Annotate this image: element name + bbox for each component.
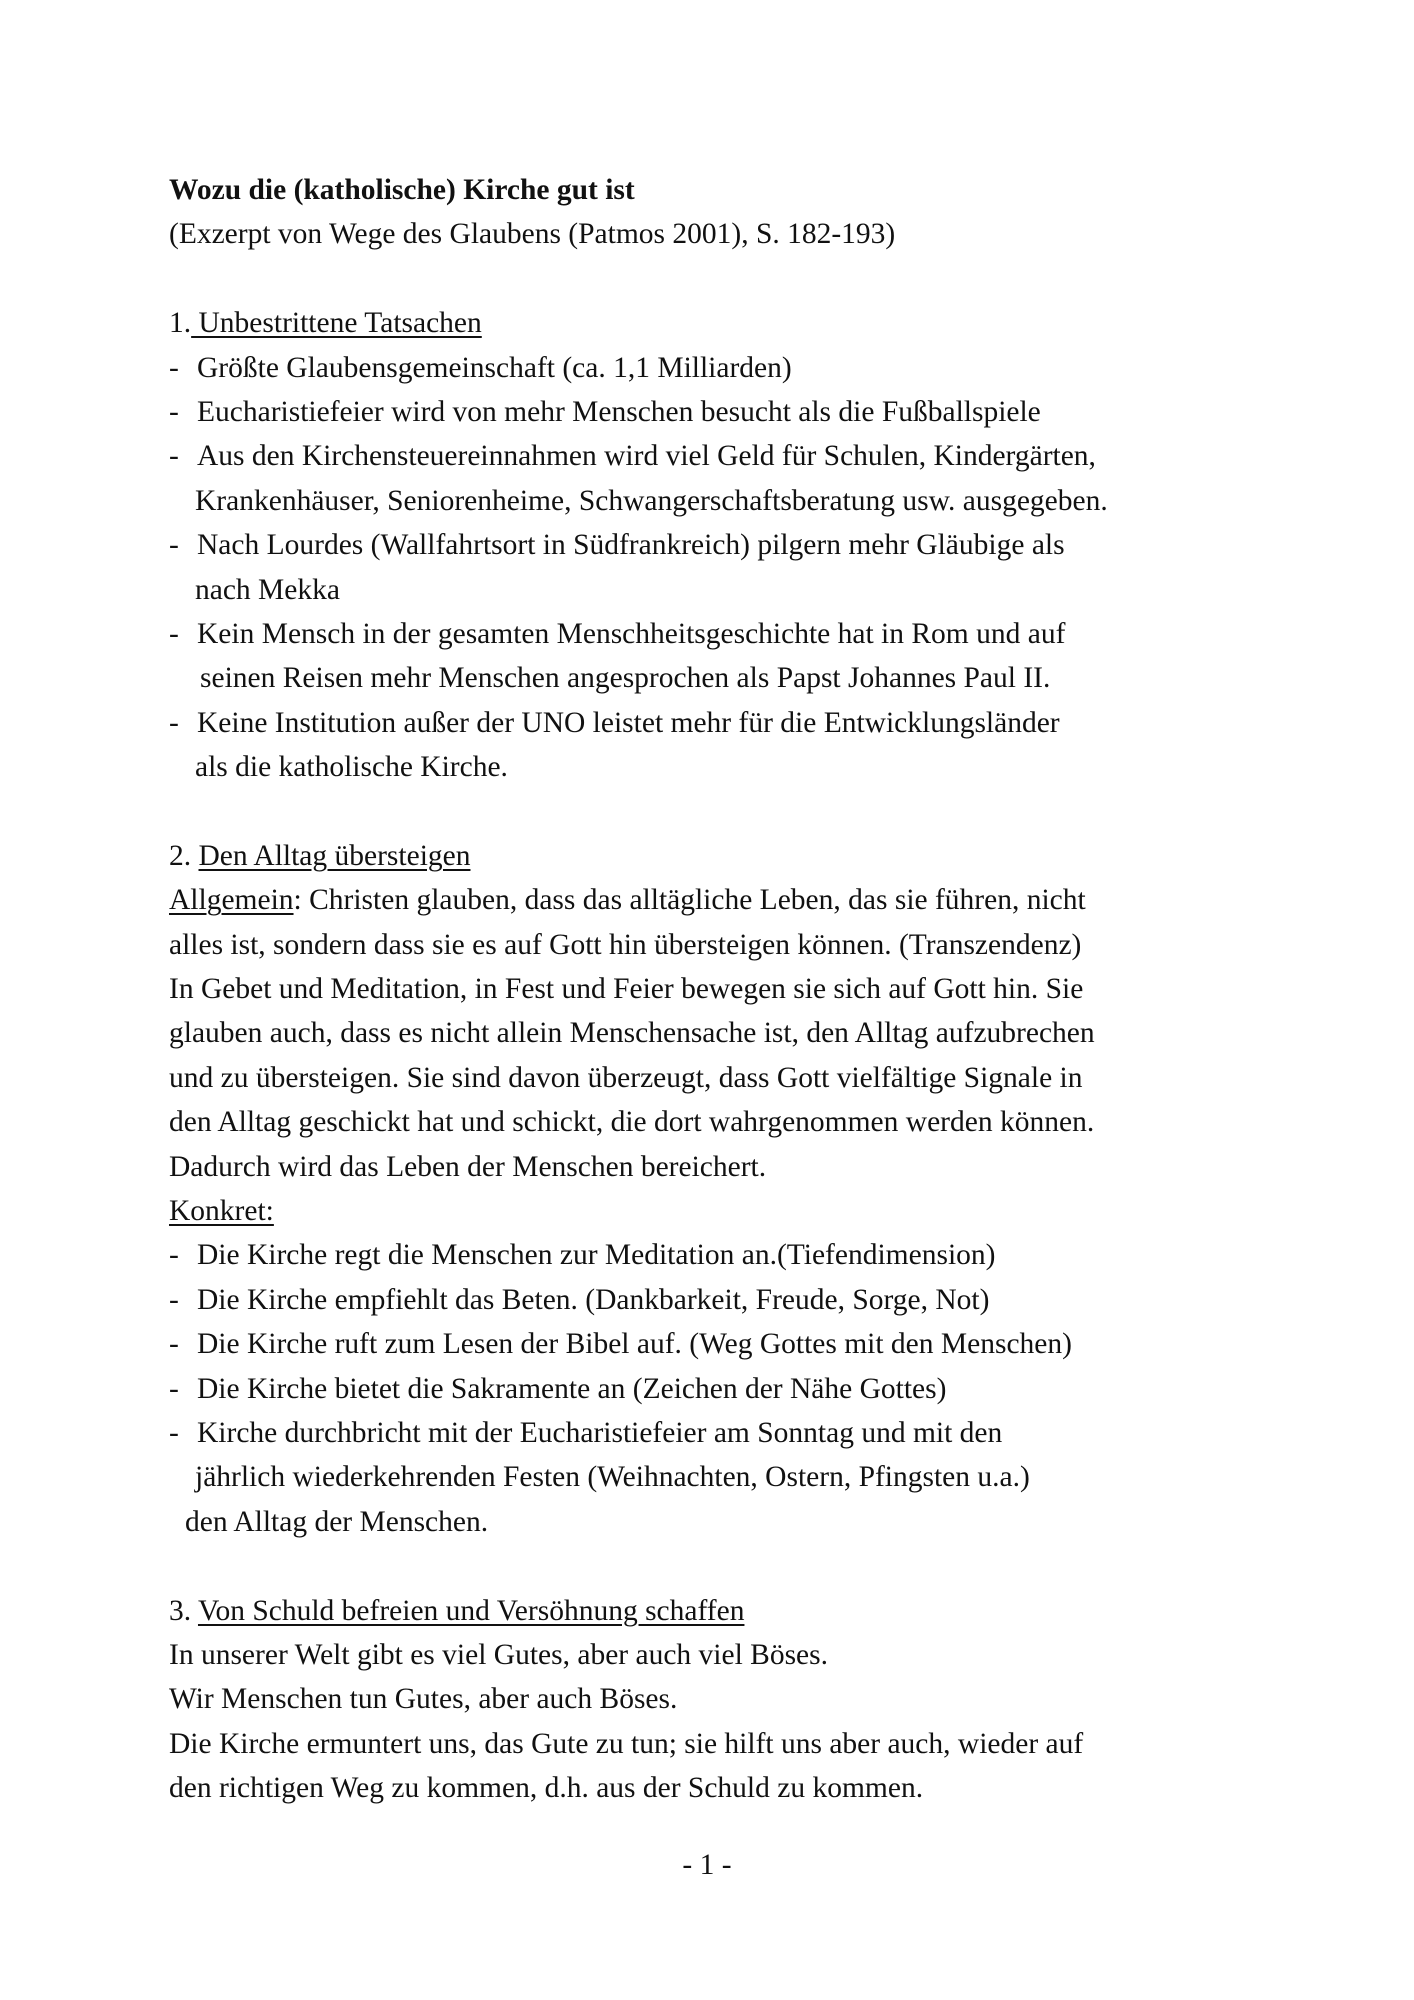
document-subtitle: (Exzerpt von Wege des Glaubens (Patmos 2001), S. 182-193) (169, 218, 896, 251)
list-item-text: Eucharistiefeier wird von mehr Menschen besucht als die Fußballspiele (197, 395, 1041, 428)
section-2-heading (169, 834, 1269, 878)
section-heading-text: Den Alltag übersteigen (198, 839, 471, 872)
page-number: - 1 - (682, 1849, 732, 1881)
paragraph-text: : Christen glauben, dass das alltägliche Leben, das sie führen, nicht (293, 884, 1086, 917)
list-item (169, 1411, 1269, 1455)
list-item-continuation: nach Mekka (195, 573, 340, 606)
spacer (169, 257, 1269, 301)
list-item-continuation: jährlich wiederkehrenden Festen (Weihnachten, Ostern, Pfingsten u.a.) (195, 1461, 1030, 1494)
paragraph-line: den richtigen Weg zu kommen, d.h. aus der Schuld zu kommen. (169, 1772, 924, 1805)
general-label: Allgemein (169, 884, 294, 917)
paragraph-line: Die Kirche ermuntert uns, das Gute zu tun; sie hilft uns aber auch, wieder auf (169, 1727, 1084, 1760)
bullet-dash: - (169, 395, 179, 428)
document-title: Wozu die (katholische) Kirche gut ist (169, 174, 635, 206)
list-item-text: Die Kirche bietet die Sakramente an (Zeichen der Nähe Gottes) (197, 1372, 947, 1405)
list-item (169, 434, 1269, 478)
list-item (169, 612, 1269, 656)
bullet-dash: - (169, 1372, 179, 1405)
list-item-text: Kein Mensch in der gesamten Menschheitsgeschichte hat in Rom und auf (197, 617, 1066, 650)
list-item (169, 1233, 1269, 1277)
section-heading-text: Von Schuld befreien und Versöhnung schaffen (197, 1594, 745, 1627)
paragraph-line: alles ist, sondern dass sie es auf Gott hin übersteigen können. (Transzendenz) (169, 928, 1082, 961)
bullet-dash: - (169, 1239, 179, 1272)
paragraph-line: und zu übersteigen. Sie sind davon überzeugt, dass Gott vielfältige Signale in (169, 1061, 1083, 1094)
bullet-dash: - (169, 617, 179, 650)
list-item (169, 1367, 1269, 1411)
list-item-text: Die Kirche regt die Menschen zur Meditation an.(Tiefendimension) (197, 1239, 996, 1272)
section-number: 2. (169, 839, 192, 872)
list-item-continuation: Krankenhäuser, Seniorenheime, Schwangerschaftsberatung usw. ausgegeben. (195, 484, 1108, 517)
list-item-text: Nach Lourdes (Wallfahrtsort in Südfrankreich) pilgern mehr Gläubige als (197, 529, 1065, 562)
section-number: 1. (169, 307, 192, 340)
paragraph-line: In Gebet und Meditation, in Fest und Feier bewegen sie sich auf Gott hin. Sie (169, 973, 1084, 1006)
list-item (169, 1322, 1269, 1366)
bullet-dash: - (169, 440, 179, 473)
bullet-dash: - (169, 1328, 179, 1361)
paragraph-line: In unserer Welt gibt es viel Gutes, aber auch viel Böses. (169, 1638, 829, 1671)
bullet-dash: - (169, 1283, 179, 1316)
list-item (169, 390, 1269, 434)
bullet-dash: - (169, 529, 179, 562)
list-item-continuation: als die katholische Kirche. (195, 751, 508, 784)
list-item-text: Die Kirche empfiehlt das Beten. (Dankbarkeit, Freude, Sorge, Not) (197, 1283, 990, 1316)
list-item-text: Größte Glaubensgemeinschaft (ca. 1,1 Milliarden) (197, 351, 792, 384)
paragraph-line: Dadurch wird das Leben der Menschen bereichert. (169, 1150, 767, 1183)
list-item (169, 1278, 1269, 1322)
list-item-text: Kirche durchbricht mit der Eucharistiefeier am Sonntag und mit den (197, 1416, 1003, 1449)
bullet-dash: - (169, 706, 179, 739)
bullet-dash: - (169, 351, 179, 384)
paragraph-line: Wir Menschen tun Gutes, aber auch Böses. (169, 1683, 678, 1716)
list-item (169, 701, 1269, 745)
paragraph-line: glauben auch, dass es nicht allein Menschensache ist, den Alltag aufzubrechen (169, 1017, 1095, 1050)
section-heading-text: Unbestrittene Tatsachen (191, 307, 482, 340)
spacer (169, 789, 1269, 833)
list-item (169, 346, 1269, 390)
list-item-text: Die Kirche ruft zum Lesen der Bibel auf. (Weg Gottes mit den Menschen) (197, 1328, 1072, 1361)
section-3-heading (169, 1589, 1269, 1633)
document-page (169, 168, 1269, 1810)
bullet-dash: - (169, 1416, 179, 1449)
section-1-heading (169, 301, 1269, 345)
list-item-text: Keine Institution außer der UNO leistet mehr für die Entwicklungsländer (197, 706, 1060, 739)
concrete-label: Konkret: (169, 1194, 274, 1227)
spacer (169, 1544, 1269, 1588)
list-item-text: Aus den Kirchensteuereinnahmen wird viel Geld für Schulen, Kindergärten, (197, 440, 1096, 473)
paragraph-line: den Alltag geschickt hat und schickt, die dort wahrgenommen werden können. (169, 1106, 1095, 1139)
paragraph-line (169, 878, 1269, 922)
list-item-continuation: seinen Reisen mehr Menschen angesprochen als Papst Johannes Paul II. (200, 662, 1051, 695)
concrete-label-line (169, 1189, 1269, 1233)
section-number: 3. (169, 1594, 192, 1627)
list-item-continuation: den Alltag der Menschen. (185, 1505, 489, 1538)
list-item (169, 523, 1269, 567)
